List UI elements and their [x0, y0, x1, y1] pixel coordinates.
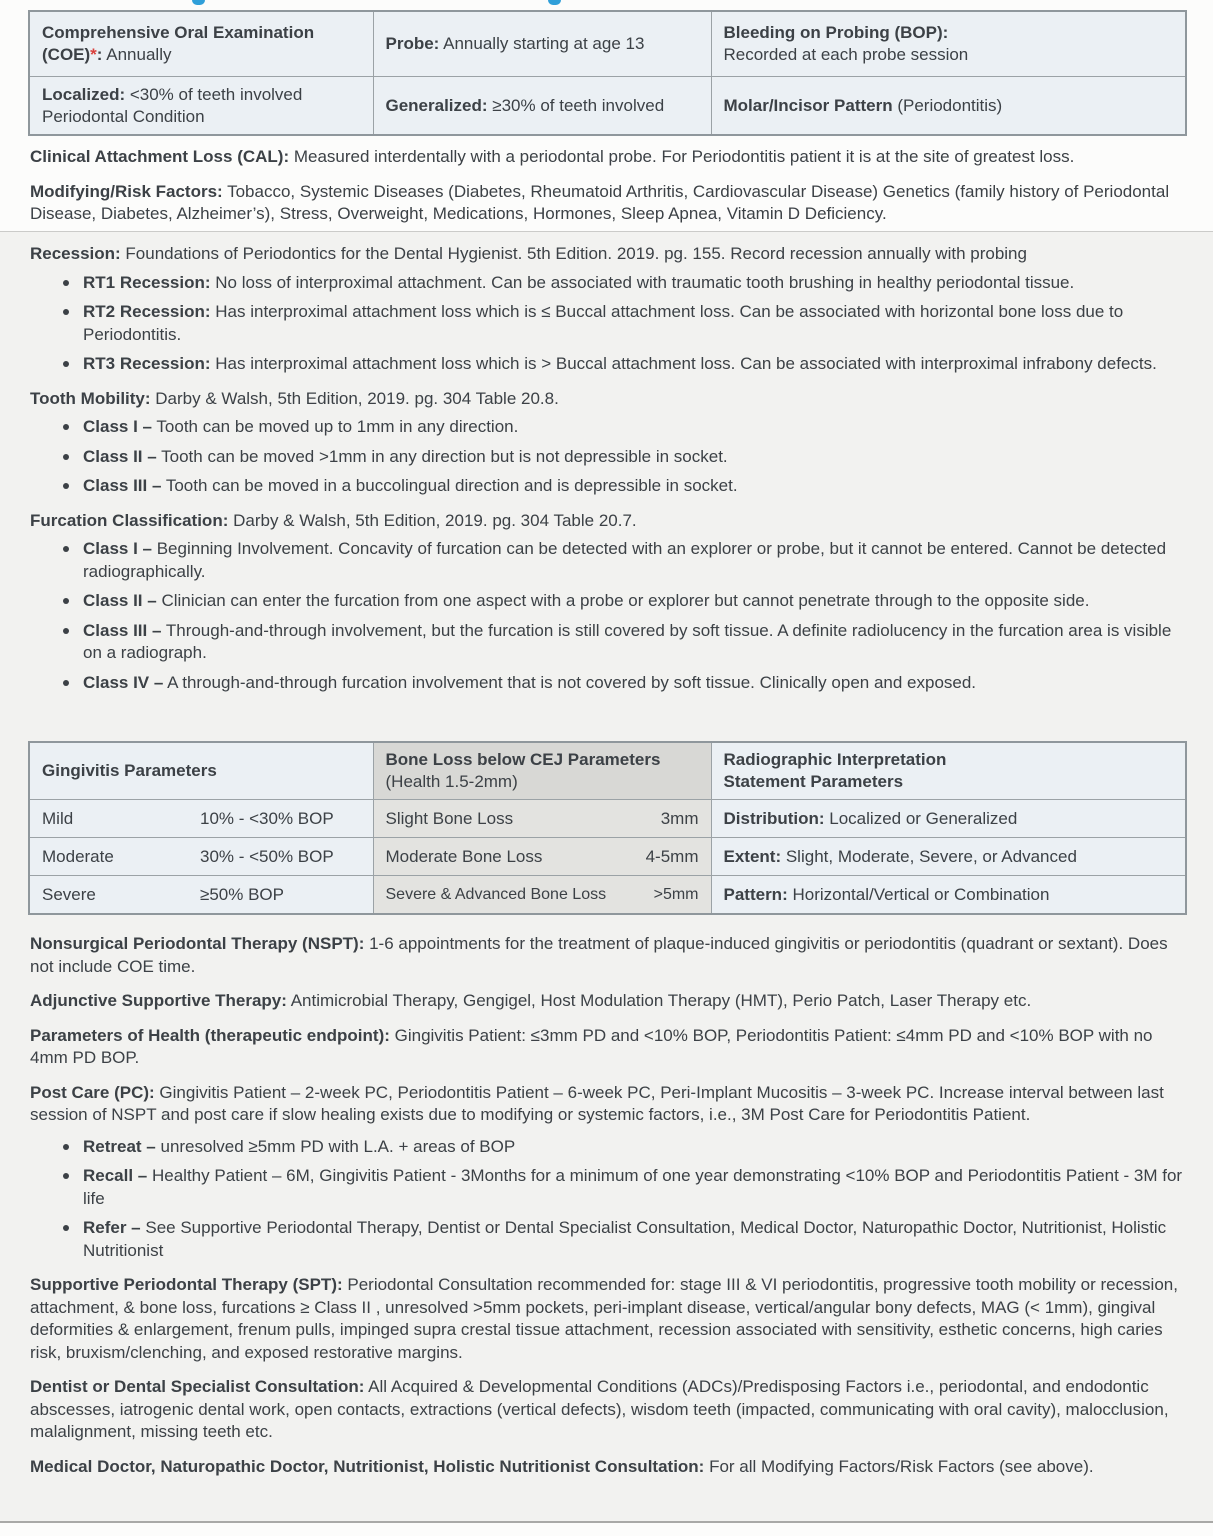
parameters-table: [28, 741, 1187, 915]
cell-text: (Periodontitis): [892, 95, 1003, 115]
paragraph-lead: Post Care (PC):: [30, 1082, 155, 1102]
table-row: [29, 800, 1186, 838]
paragraph-lead: Clinical Attachment Loss (CAL):: [30, 147, 290, 166]
bullet-icon: [63, 424, 69, 430]
top-paragraphs: [30, 146, 1185, 238]
bullet-lead: Class I –: [83, 539, 152, 558]
cut-off-text-fragment: [548, 0, 561, 5]
list-item: [30, 672, 1185, 695]
paragraph-text: Gingivitis Patient: ≤3mm PD and <10% BOP, Periodontitis Patient: ≤4mm PD and <10% BOP with no 4mm PD BOP.: [30, 1025, 1153, 1067]
bullet-text: Has interproximal attachment loss which is ≤ Buccal attachment loss. Can be associated with horizontal bone loss due to Periodontitis.: [83, 302, 1124, 344]
bullet-text: Has interproximal attachment loss which is > Buccal attachment loss. Can be associated with interproximal infrabony defects.: [210, 354, 1157, 373]
bop-range: ≥50% BOP: [200, 884, 284, 904]
table-header-row: [29, 742, 1186, 800]
list-item: [30, 301, 1185, 346]
table-row: [29, 876, 1186, 915]
bullet-lead: Refer –: [83, 1218, 141, 1237]
cal-paragraph: [30, 146, 1185, 169]
paragraph-text: Tobacco, Systemic Diseases (Diabetes, Rheumatoid Arthritis, Cardiovascular Disease) Genetics (family history of Periodontal Disease, Diabetes, Alzheimer’s), Stress, Overweight, Medications, Hormones, Sleep Apnea, Vitamin D Deficiency.: [30, 181, 1170, 223]
cell-extent: [711, 838, 1186, 876]
header-text: Radiographic Interpretation: [723, 750, 947, 769]
bullet-text: Tooth can be moved up to 1mm in any direction.: [152, 417, 519, 436]
header-radiographic: [711, 742, 1186, 800]
header-bone-loss: [373, 742, 711, 800]
cell-text-bold: Bleeding on Probing (BOP):: [723, 23, 949, 42]
paragraph-text: For all Modifying Factors/Risk Factors (see above).: [704, 1456, 1094, 1476]
bullet-icon: [63, 1173, 69, 1179]
bullet-icon: [63, 280, 69, 286]
paragraph-lead: Modifying/Risk Factors:: [30, 181, 223, 201]
cell-text-bold: Localized:: [42, 84, 126, 104]
cell-text: Slight, Moderate, Severe, or Advanced: [781, 846, 1077, 866]
cell-gingivitis-moderate: [29, 838, 373, 876]
cell-coe: [29, 11, 373, 77]
bone-loss-label: Severe & Advanced Bone Loss: [385, 885, 607, 903]
list-item: [30, 538, 1185, 583]
header-subtext: (Health 1.5-2mm): [385, 772, 518, 791]
recession-paragraph: [30, 243, 1185, 266]
cell-text-bold: Pattern:: [723, 884, 788, 904]
bullet-text: Tooth can be moved in a buccolingual direction and is depressible in socket.: [161, 476, 738, 495]
header-text: Bone Loss below CEJ Parameters: [385, 750, 661, 769]
spt-paragraph: [30, 1274, 1185, 1364]
paragraph-lead: Dentist or Dental Specialist Consultation:: [30, 1377, 365, 1396]
cell-pattern: [711, 876, 1186, 915]
list-item: [30, 446, 1185, 469]
cell-text: Localized or Generalized: [824, 808, 1018, 828]
cell-text-bold: Probe:: [385, 34, 440, 53]
cell-text-bold: :: [96, 45, 103, 64]
cell-text-bold: Distribution:: [723, 808, 825, 828]
bullet-text: Beginning Involvement. Concavity of furcation can be detected with an explorer or probe, but it cannot be entered. Cannot be detected radiographically.: [83, 539, 1167, 581]
cell-text-bold: Molar/Incisor Pattern: [723, 95, 893, 115]
post-care-list: [30, 1136, 1185, 1263]
bullet-icon: [63, 483, 69, 489]
header-text: Statement Parameters: [723, 772, 904, 791]
cell-text: <30% of teeth involved: [125, 84, 303, 104]
severity-label: Mild: [42, 808, 74, 828]
cell-generalized: [373, 77, 711, 136]
list-item: [30, 1217, 1185, 1262]
bullet-text: Tooth can be moved >1mm in any direction but is not depressible in socket.: [156, 446, 728, 466]
cell-text: Horizontal/Vertical or Combination: [787, 884, 1050, 904]
post-care-paragraph: [30, 1082, 1185, 1127]
list-item: [30, 416, 1185, 439]
bullet-text: A through-and-through furcation involvement that is not covered by soft tissue. Clinically open and exposed.: [163, 672, 977, 692]
recession-list: [30, 272, 1185, 376]
paragraph-text: Darby & Walsh, 5th Edition, 2019. pg. 304 Table 20.7.: [228, 510, 637, 530]
bullet-lead: Class III –: [83, 620, 162, 640]
table-row: [29, 77, 1186, 136]
bullet-lead: Class IV –: [83, 672, 164, 692]
bullet-lead: Class III –: [83, 476, 162, 495]
bullet-icon: [63, 454, 69, 460]
paragraph-lead: Parameters of Health (therapeutic endpoint):: [30, 1025, 390, 1045]
header-text: Gingivitis Parameters: [42, 761, 217, 780]
paragraph-text: Darby & Walsh, 5th Edition, 2019. pg. 304 Table 20.8.: [150, 388, 559, 408]
required-asterisk: *: [90, 45, 97, 64]
cell-gingivitis-severe: [29, 876, 373, 915]
paragraph-text: All Acquired & Developmental Conditions (ADCs)/Predisposing Factors i.e., periodontal, and endodontic abscesses, iatrogenic dental work, open contacts, extractions (vertical defects), wisdom teeth (impacted, communicating with oral cavity), malocclusion, malalignment, missing teeth etc.: [30, 1377, 1169, 1441]
furcation-list: [30, 538, 1185, 694]
parameters-of-health-paragraph: [30, 1025, 1185, 1070]
cell-molar-incisor: [711, 77, 1186, 136]
bop-range: 30% - <50% BOP: [200, 846, 334, 866]
paragraph-lead: Supportive Periodontal Therapy (SPT):: [30, 1275, 343, 1294]
paragraph-lead: Nonsurgical Periodontal Therapy (NSPT):: [30, 934, 365, 953]
bullet-icon: [63, 680, 69, 686]
cell-gingivitis-mild: [29, 800, 373, 838]
modifying-risk-factors-paragraph: [30, 181, 1185, 226]
bullet-lead: RT2 Recession:: [83, 302, 211, 321]
bone-loss-value: 4-5mm: [645, 846, 699, 866]
paragraph-text: 1-6 appointments for the treatment of plaque-induced gingivitis or periodontitis (quadrant or sextant). Does not include COE time.: [30, 934, 1168, 976]
cell-text-bold: Comprehensive Oral Examination: [42, 23, 315, 42]
furcation-paragraph: [30, 510, 1185, 533]
list-item: [30, 1165, 1185, 1210]
cell-text: Annually: [102, 45, 172, 64]
paragraph-text: Periodontal Consultation recommended for: stage III & VI periodontitis, progressive tooth mobility or recession, attachment, & bone loss, furcations ≥ Class II , unresolved >5mm pockets, peri-implant disease, vertical/angular bony defects, MAG (< 1mm), gingival deformities & enlargement, frenum pulls, impinged supra crestal tissue attachment, recession associated with sensitivity, esthetic concerns, high caries risk, bruxism/clenching, and exposed restorative margins.: [30, 1275, 1178, 1362]
cell-distribution: [711, 800, 1186, 838]
bone-loss-value: 3mm: [660, 808, 699, 828]
bullet-lead: RT1 Recession:: [83, 272, 211, 292]
cell-text: Annually starting at age 13: [439, 34, 645, 53]
exam-overview-table: [28, 10, 1187, 136]
severity-label: Severe: [42, 884, 96, 904]
medical-consultation-paragraph: [30, 1456, 1185, 1479]
bullet-icon: [63, 628, 69, 634]
bullet-text: Through-and-through involvement, but the furcation is still covered by soft tissue. A definite radiolucency in the furcation area is visible on a radiograph.: [83, 620, 1172, 662]
tooth-mobility-paragraph: [30, 388, 1185, 411]
classification-section: [30, 243, 1185, 706]
bone-loss-value: >5mm: [653, 885, 699, 903]
bullet-text: unresolved ≥5mm PD with L.A. + areas of BOP: [155, 1136, 516, 1156]
paragraph-text: Measured interdentally with a periodontal probe. For Periodontitis patient it is at the site of greatest loss.: [289, 147, 1075, 166]
paragraph-text: Antimicrobial Therapy, Gengigel, Host Modulation Therapy (HMT), Perio Patch, Laser Therapy etc.: [286, 991, 1032, 1010]
bullet-text: Healthy Patient – 6M, Gingivitis Patient - 3Months for a minimum of one year demonstrating <10% BOP and Periodontitis Patient - 3M for life: [83, 1166, 1183, 1208]
nspt-paragraph: [30, 933, 1185, 978]
bullet-lead: Retreat –: [83, 1136, 156, 1156]
list-item: [30, 475, 1185, 498]
cell-bop: [711, 11, 1186, 77]
list-item: [30, 353, 1185, 376]
cell-text: Recorded at each probe session: [723, 45, 969, 64]
bullet-text: Clinician can enter the furcation from one aspect with a probe or explorer but cannot penetrate through to the opposite side.: [156, 591, 1090, 610]
therapy-section: [30, 933, 1185, 1490]
paragraph-text: Gingivitis Patient – 2-week PC, Periodontitis Patient – 6-week PC, Peri-Implant Mucositis – 3-week PC. Increase interval between last session of NSPT and post care if slow healing exists due to modifying or systemic factors, i.e., 3M Post Care for Periodontitis Patient.: [30, 1082, 1164, 1124]
bullet-lead: Recall –: [83, 1166, 148, 1185]
paragraph-lead: Adjunctive Supportive Therapy:: [30, 991, 287, 1010]
bullet-text: No loss of interproximal attachment. Can be associated with traumatic tooth brushing in healthy periodontal tissue.: [210, 272, 1075, 292]
paragraph-lead: Medical Doctor, Naturopathic Doctor, Nutritionist, Holistic Nutritionist Consultation:: [30, 1456, 705, 1476]
bone-loss-label: Slight Bone Loss: [385, 808, 514, 828]
bullet-lead: RT3 Recession:: [83, 354, 211, 373]
cell-probe: [373, 11, 711, 77]
cell-bone-moderate: [373, 838, 711, 876]
cell-text: Periodontal Condition: [42, 106, 205, 126]
list-item: [30, 272, 1185, 295]
paragraph-lead: Furcation Classification:: [30, 510, 229, 530]
dentist-consultation-paragraph: [30, 1376, 1185, 1444]
bullet-lead: Class II –: [83, 591, 157, 610]
bullet-icon: [63, 309, 69, 315]
cell-text-bold: (COE): [42, 45, 91, 64]
cell-text: ≥30% of teeth involved: [487, 95, 665, 115]
cut-off-text-fragment: [192, 0, 205, 5]
bullet-icon: [63, 546, 69, 552]
bullet-icon: [63, 1225, 69, 1231]
bop-range: 10% - <30% BOP: [200, 808, 334, 828]
list-item: [30, 1136, 1185, 1159]
list-item: [30, 590, 1185, 613]
cell-localized: [29, 77, 373, 136]
header-gingivitis: [29, 742, 373, 800]
paragraph-text: Foundations of Periodontics for the Dental Hygienist. 5th Edition. 2019. pg. 155. Record recession annually with probing: [120, 244, 1027, 263]
bullet-lead: Class I –: [83, 417, 152, 436]
adjunctive-paragraph: [30, 990, 1185, 1013]
cell-bone-severe: [373, 876, 711, 915]
bone-loss-label: Moderate Bone Loss: [385, 846, 543, 866]
tooth-mobility-list: [30, 416, 1185, 498]
severity-label: Moderate: [42, 846, 114, 866]
cell-text-bold: Extent:: [723, 846, 782, 866]
bullet-lead: Class II –: [83, 446, 157, 466]
cell-text-bold: Generalized:: [385, 95, 488, 115]
bullet-text: See Supportive Periodontal Therapy, Dentist or Dental Specialist Consultation, Medical Doctor, Naturopathic Doctor, Nutritionist, Holistic Nutritionist: [83, 1218, 1167, 1260]
paragraph-lead: Tooth Mobility:: [30, 388, 151, 408]
table-row: [29, 838, 1186, 876]
bullet-icon: [63, 1144, 69, 1150]
cell-bone-slight: [373, 800, 711, 838]
bullet-icon: [63, 598, 69, 604]
table-row: [29, 11, 1186, 77]
bullet-icon: [63, 361, 69, 367]
paragraph-lead: Recession:: [30, 244, 121, 263]
list-item: [30, 620, 1185, 665]
